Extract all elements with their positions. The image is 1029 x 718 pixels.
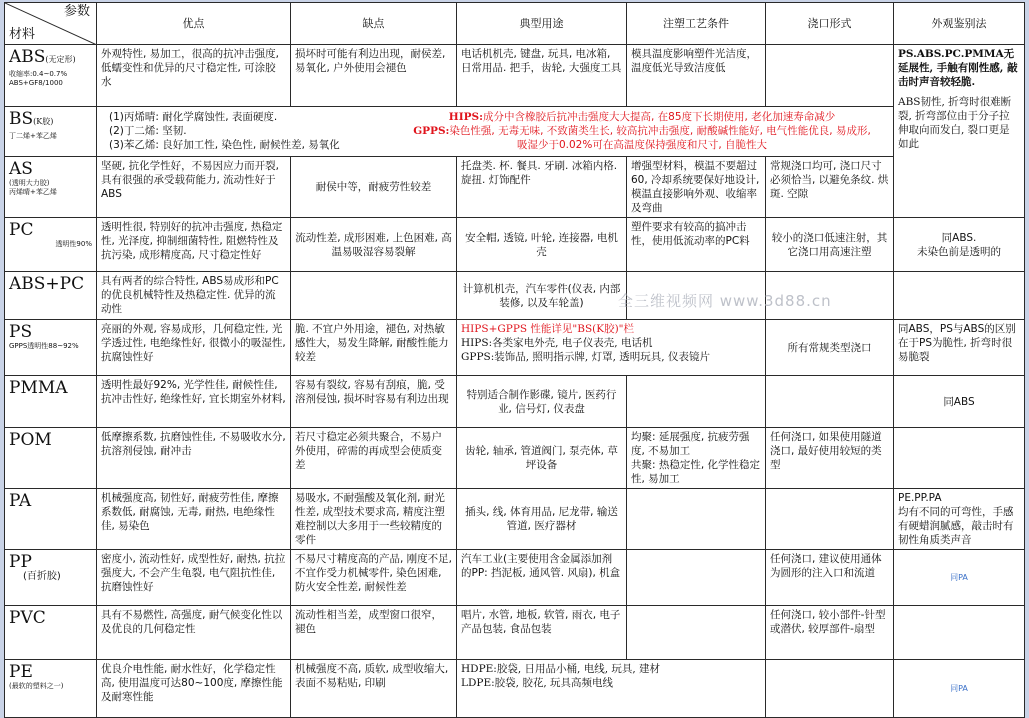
material-label: 材料	[9, 27, 36, 42]
material-sub: 透明性90%	[55, 240, 92, 248]
col-header-pros: 优点	[97, 3, 291, 45]
table-row-as	[5, 157, 1025, 218]
ident-text: PS.ABS.PC.PMMA无延展性, 手触有刚性感, 敲击时声音较轻脆.	[898, 48, 1018, 88]
gate-cell: 常规浇口均可, 浇口尺寸必须恰当, 以避免条纹. 烘斑. 空隙	[766, 157, 894, 218]
material-name: BS(K胶)	[9, 109, 54, 129]
pros-cell: 低摩擦系数, 抗磨蚀性佳, 不易吸收水分, 抗溶剂侵蚀, 耐冲击	[97, 428, 291, 489]
conditions-cell: 模具温度影响塑件光洁度，温度低光导致洁度低	[627, 45, 766, 107]
gpps-line: GPPS:染色性强, 无毒无味, 不致菌类生长, 较高抗冲击强度, 耐酸碱性能好, 电气性能优良, 易成形, 吸湿少于0.02%可在高温度保持强度和尺寸, 自脆性大	[413, 125, 871, 151]
pros-cell: 坚硬, 抗化学性好，不易因应力而开裂, 具有很强的承受载荷能力, 流动性好于ABS	[97, 157, 291, 218]
uses-cell: 插头, 线, 体育用品, 尼龙带, 输送管道, 医疗器材	[457, 489, 627, 550]
gate-cell: 任何浇口, 建议使用通体为圆形的注入口和流道	[766, 550, 894, 606]
uses-note: HIPS+GPPS 性能详见"BS(K胶)"栏	[461, 323, 635, 335]
table-row-pp	[5, 550, 1025, 606]
header-row	[5, 3, 1025, 45]
uses-cell: 计算机机壳，汽车零件(仪表, 内部装修, 以及车轮盖)	[457, 272, 627, 320]
material-cell	[5, 376, 97, 428]
pros-cell: 机械强度高, 韧性好, 耐疲劳性佳, 摩擦系数低, 耐腐蚀, 无毒, 耐热, 电绝缘性佳, 易染色	[97, 489, 291, 550]
conditions-cell: 均聚: 延展强度, 抗疲劳强度, 不易加工 共聚: 热稳定性, 化学性稳定性, 易加工	[627, 428, 766, 489]
ident-text: 同PA	[950, 573, 968, 582]
material-cell	[5, 660, 97, 718]
col-header-uses: 典型用途	[457, 3, 627, 45]
material-name: PC	[9, 220, 34, 240]
identification-cell	[894, 45, 1025, 218]
conditions-cell	[627, 489, 766, 550]
conditions-cell: 塑件要求有较高的搞冲击性，使用低流动率的PC料	[627, 218, 766, 272]
uses-cell: 特别适合制作影碟, 镜片, 医药行业, 信号灯, 仪表盘	[457, 376, 627, 428]
identification-cell: PE.PP.PA 均有不同的可弯性，手感有硬蜡润腻感，敲击时有韧性角质类声音	[894, 489, 1025, 550]
cons-cell: 若尺寸稳定必须共聚合，不易户外使用，碎需的再成型会使质变差	[291, 428, 457, 489]
col-header-gate: 浇口形式	[766, 3, 894, 45]
table-row-pom	[5, 428, 1025, 489]
material-name: ABS(无定形)	[9, 47, 76, 67]
identification-cell	[894, 606, 1025, 660]
pros-cell: 亮丽的外观, 容易成形，几何稳定性, 光学透过性, 电绝缘性好, 很微小的吸湿性, 抗腐蚀性好	[97, 320, 291, 376]
material-sub: 收缩率:0.4~0.7%	[9, 70, 68, 78]
col-header-cons: 缺点	[291, 3, 457, 45]
material-cell	[5, 218, 97, 272]
gate-cell: 任何浇口, 较小部件-针型或潜伏, 较厚部件-扇型	[766, 606, 894, 660]
table-row-pe	[5, 660, 1025, 718]
conditions-cell: 增强型材料，模温不要超过60, 冷却系统要保好地设计, 模温直接影响外观、收缩率及弯曲	[627, 157, 766, 218]
material-cell	[5, 606, 97, 660]
pros-cell: 透明性很, 特别好的抗冲击强度, 热稳定性, 光泽度, 抑制细菌特性, 阻燃特性及抗污染, 成形精度高, 尺寸稳定性好	[97, 218, 291, 272]
material-cell	[5, 45, 97, 107]
identification-cell	[894, 660, 1025, 718]
bs-description-cell	[97, 107, 894, 157]
material-cell	[5, 428, 97, 489]
table-row-pmma	[5, 376, 1025, 428]
uses-cell: 电话机机壳, 键盘, 玩具, 电冰箱, 日常用品. 把手，齿轮, 大强度工具	[457, 45, 627, 107]
cons-cell: 机械强度不高, 质软, 成型收缩大, 表面不易粘贴, 印刷	[291, 660, 457, 718]
material-cell	[5, 157, 97, 218]
material-cell	[5, 320, 97, 376]
cons-cell: 耐侯中等，耐疲劳性较差	[291, 157, 457, 218]
material-sub: (最软的塑料之一)	[9, 682, 64, 690]
col-header-identification: 外观鉴别法	[894, 3, 1025, 45]
bs-line: (1)丙烯晴: 耐化学腐蚀性, 表面硬度.	[109, 111, 278, 123]
identification-cell	[894, 272, 1025, 320]
table-row-bs	[5, 107, 1025, 157]
uses-line: HIPS:各类家电外壳, 电子仪表壳, 电话机	[461, 337, 653, 349]
uses-cell: 汽车工业(主要使用含金属添加剂的PP: 挡泥板, 通风管. 风扇), 机盒	[457, 550, 627, 606]
material-name: AS	[9, 159, 33, 179]
table-row-pvc	[5, 606, 1025, 660]
pros-cell: 外观特性, 易加工，很高的抗冲击强度, 低蠕变性和优异的尺寸稳定性, 可涂胶水	[97, 45, 291, 107]
plastics-comparison-table	[4, 2, 1025, 718]
cons-cell: 流动性相当差，成型窗口很窄，褪色	[291, 606, 457, 660]
cons-cell: 脆. 不宜户外用途，褪色, 对热敏感性大，易发生降解, 耐酸性能力较差	[291, 320, 457, 376]
material-name: PVC	[9, 608, 46, 628]
cons-cell: 不易尺寸精度高的产品, 刚度不足, 不宜作受力机械零件, 染色困难, 防火安全性差, 耐候性差	[291, 550, 457, 606]
cons-cell: 容易有裂纹, 容易有刮痕，脆, 受溶剂侵蚀, 损坏时容易有利边出现	[291, 376, 457, 428]
gate-cell	[766, 45, 894, 107]
uses-line: GPPS:装饰品, 照明指示牌, 灯罩, 透明玩具, 仪表镜片	[461, 351, 710, 363]
identification-cell: 同ABS. 未染色前是透明的	[894, 218, 1025, 272]
material-sub: (百折胶)	[23, 571, 61, 582]
material-name: PMMA	[9, 378, 68, 398]
pros-cell: 透明性最好92%, 光学性佳, 耐候性佳,抗冲击性好, 绝缘性好, 宜长期室外材料,	[97, 376, 291, 428]
bs-line: (3)苯乙烯: 良好加工性, 染色性, 耐候性差, 易氧化	[109, 139, 340, 151]
material-name: PE	[9, 662, 33, 682]
uses-cell: 安全帽, 透镜, 叶轮, 连接器, 电机壳	[457, 218, 627, 272]
material-sub: GPPS透明性88~92%	[9, 342, 79, 350]
gate-cell: 较小的浇口低速注射，其它浇口用高速注塑	[766, 218, 894, 272]
uses-cell	[457, 320, 766, 376]
gate-cell	[766, 489, 894, 550]
material-sub: 丙烯晴+苯乙烯	[9, 188, 57, 196]
table-row-pa	[5, 489, 1025, 550]
col-header-conditions: 注塑工艺条件	[627, 3, 766, 45]
uses-line: LDPE:胶袋, 胶花, 玩具高频电线	[461, 677, 614, 689]
material-name: PP	[9, 552, 32, 572]
material-sub: (透明大力胶)	[9, 179, 50, 187]
material-sub: ABS+GF8/1000	[9, 79, 63, 87]
gate-cell	[766, 660, 894, 718]
uses-line: HDPE:胶袋, 日用品小桶, 电线, 玩具, 建材	[461, 663, 661, 675]
identification-cell: 同ABS，PS与ABS的区别在于PS为脆性, 折弯时很易脆裂	[894, 320, 1025, 376]
pros-cell: 密度小, 流动性好, 成型性好, 耐热, 抗拉强度大, 不会产生龟裂, 电气阻抗性佳, 抗磨蚀性好	[97, 550, 291, 606]
material-name: POM	[9, 430, 52, 450]
bs-line: (2)丁二烯: 坚韧.	[109, 125, 187, 137]
material-cell	[5, 550, 97, 606]
uses-cell	[457, 660, 766, 718]
uses-cell: 齿轮, 轴承, 管道阀门, 泵壳体, 草坪设备	[457, 428, 627, 489]
cons-cell: 易吸水, 不耐强酸及氧化剂, 耐光性差, 成型技术要求高, 精度注塑难控制以大多用于一些较精度的零件	[291, 489, 457, 550]
material-cell	[5, 272, 97, 320]
cons-cell: 流动性差, 成形困难, 上色困难, 高温易吸湿容易裂解	[291, 218, 457, 272]
gate-cell	[766, 376, 894, 428]
identification-cell	[894, 550, 1025, 606]
pros-cell: 具有不易燃性, 高强度, 耐气候变化性以及优良的几何稳定性	[97, 606, 291, 660]
identification-cell: 同ABS	[894, 376, 1025, 428]
material-name: PS	[9, 322, 33, 342]
material-cell	[5, 489, 97, 550]
material-cell	[5, 107, 97, 157]
uses-cell: 托盘类. 杯. 餐具. 牙刷. 冰箱内格. 旋扭. 灯饰配件	[457, 157, 627, 218]
ident-text: 同PA	[950, 684, 968, 693]
cons-cell	[291, 272, 457, 320]
gate-cell: 任何浇口, 如果使用隧道浇口, 最好使用较短的类型	[766, 428, 894, 489]
watermark-text: 全三维视频网 www.3d88.cn	[618, 292, 832, 310]
pros-cell: 具有两者的综合特性, ABS易成形和PC的优良机械特性及热稳定性. 优异的流动性	[97, 272, 291, 320]
identification-cell	[894, 428, 1025, 489]
table-row-pc	[5, 218, 1025, 272]
corner-header	[5, 3, 97, 45]
table-row-abs	[5, 45, 1025, 107]
hips-line: HIPS:成分中含橡胶后抗冲击强度大大提高, 在85度下长期使用, 老化加速寿命减少	[448, 111, 836, 123]
material-sub: 丁二烯+苯乙烯	[9, 132, 57, 140]
ident-text: ABS韧性, 折弯时很难断裂, 折弯部位由于分子拉伸取向而发白, 裂口更是如此	[898, 96, 1012, 150]
gate-cell: 所有常规类型浇口	[766, 320, 894, 376]
pros-cell: 优良介电性能, 耐水性好，化学稳定性高, 使用温度可达80~100度, 摩擦性能及耐寒性能	[97, 660, 291, 718]
table-row-abs-pc	[5, 272, 1025, 320]
param-label: 参数	[63, 4, 90, 19]
table-row-ps	[5, 320, 1025, 376]
material-name: PA	[9, 491, 32, 511]
conditions-cell	[627, 606, 766, 660]
uses-cell: 唱片, 水管, 地板, 软管, 雨衣, 电子产品包装, 食品包装	[457, 606, 627, 660]
material-name: ABS+PC	[9, 274, 85, 294]
conditions-cell	[627, 550, 766, 606]
cons-cell: 损坏时可能有利边出现，耐侯差, 易氧化, 户外使用会褪色	[291, 45, 457, 107]
conditions-cell	[627, 376, 766, 428]
